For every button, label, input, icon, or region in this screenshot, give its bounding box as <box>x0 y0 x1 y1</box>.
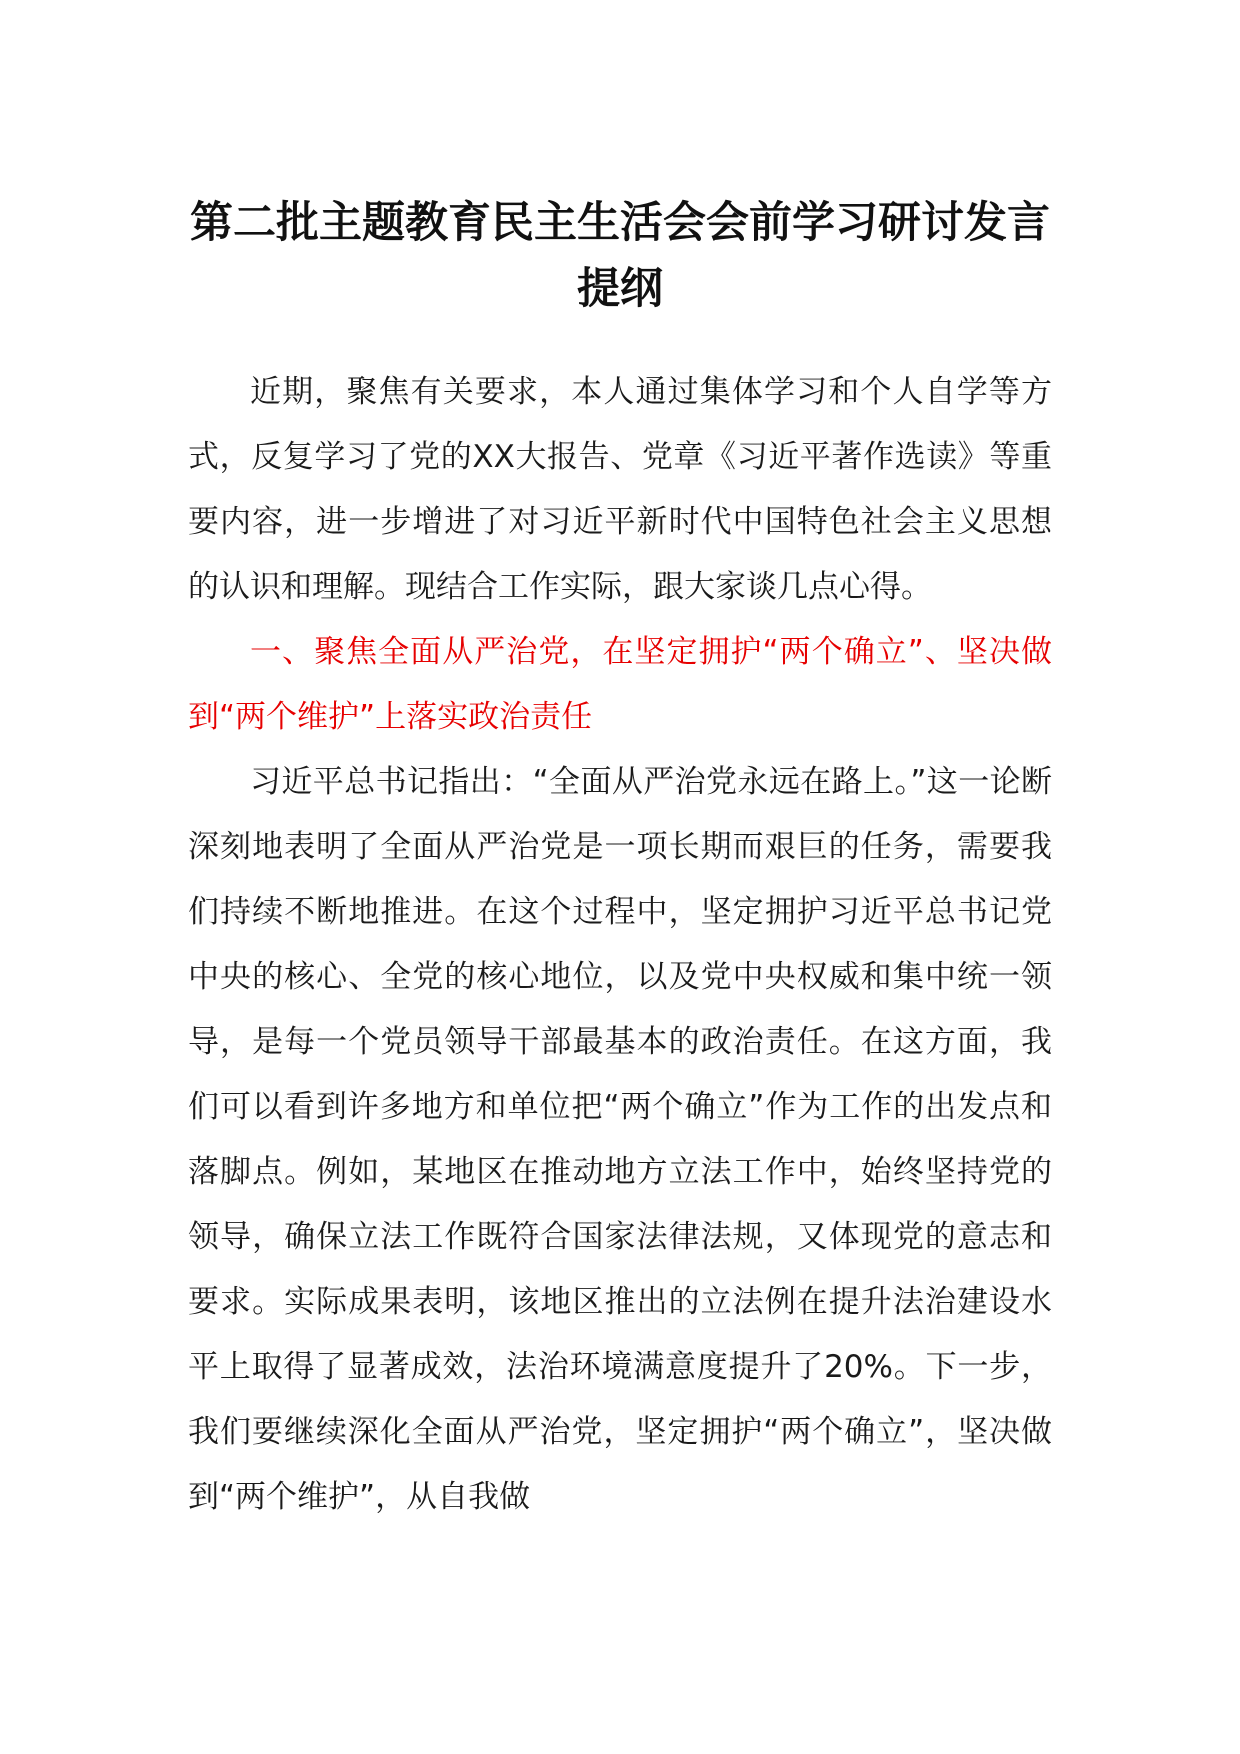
section-1-paragraph: 习近平总书记指出：“全面从严治党永远在路上。”这一论断深刻地表明了全面从严治党是一项长期而艰巨的任务，需要我们持续不断地推进。在这个过程中，坚定拥护习近平总书记党中央的核心、全党的核心地位，以及党中央权威和集中统一领导，是每一个党员领导干部最基本的政治责任。在这方面，我们可以看到许多地方和单位把“两个确立”作为工作的出发点和落脚点。例如，某地区在推动地方立法工作中，始终坚持党的领导，确保立法工作既符合国家法律法规，又体现党的意志和要求。实际成果表明，该地区推出的立法例在提升法治建设水平上取得了显著成效，法治环境满意度提升了20%。下一步，我们要继续深化全面从严治党，坚定拥护“两个确立”，坚决做到“两个维护”，从自我做 <box>188 764 1052 1515</box>
document-page <box>188 190 1052 1530</box>
section-1-heading: 一、聚焦全面从严治党，在坚定拥护“两个确立”、坚决做到“两个维护”上落实政治责任 <box>188 634 1052 735</box>
document-title: 第二批主题教育民主生活会会前学习研讨发言提纲 <box>190 198 1050 314</box>
intro-paragraph: 近期，聚焦有关要求，本人通过集体学习和个人自学等方式，反复学习了党的XX大报告、党章《习近平著作选读》等重要内容，进一步增进了对习近平新时代中国特色社会主义思想的认识和理解。现结合工作实际，跟大家谈几点心得。 <box>188 374 1052 605</box>
